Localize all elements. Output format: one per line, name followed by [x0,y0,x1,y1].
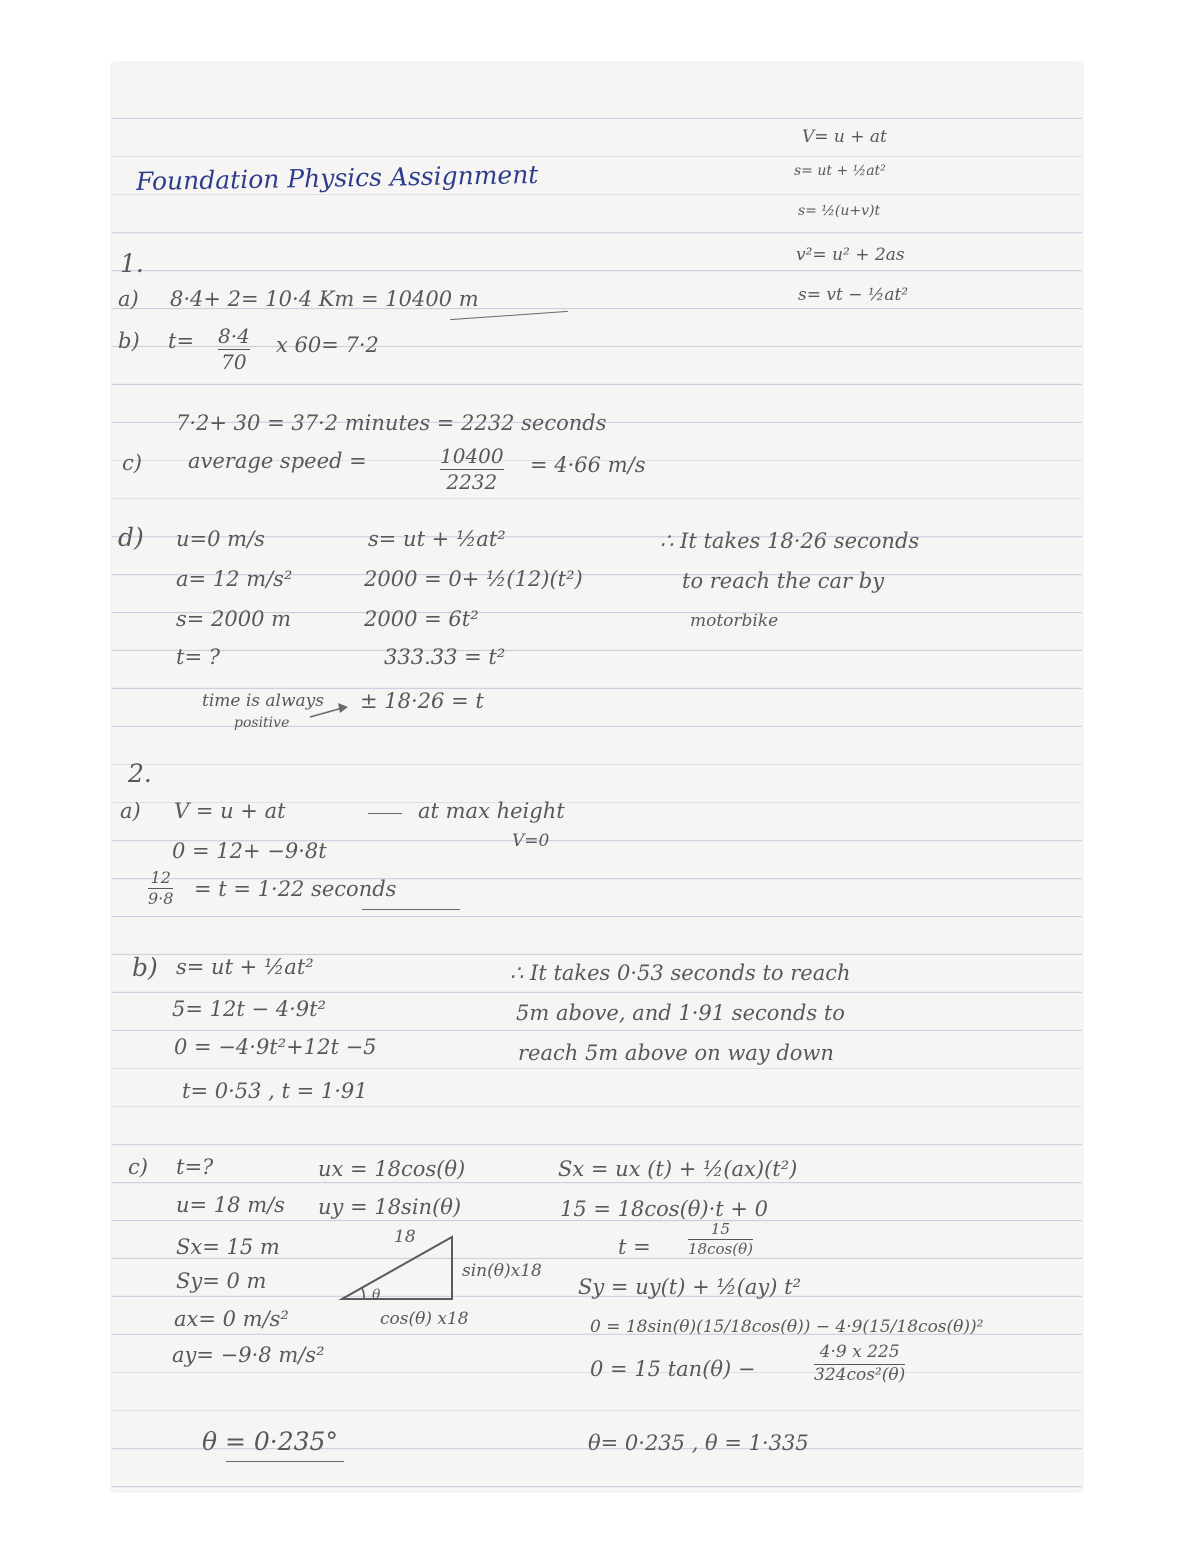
fraction-numerator: 8·4 [218,324,250,348]
given-item: u= 18 m/s [176,1193,285,1217]
working-line: 333.33 = t² [384,645,506,669]
formula-lead: average speed = [188,449,367,473]
fraction-numerator: 12 [150,868,171,887]
working-line: Sx = ux (t) + ½(ax)(t²) [558,1157,798,1181]
side-note: at max height [418,799,565,823]
fraction [814,1343,905,1385]
answer-line: θ= 0·235 , θ = 1·335 [588,1431,809,1455]
formula-lead: t= [168,329,195,353]
conclusion-line: ∴ It takes 0·53 seconds to reach [510,961,851,985]
equation-item: s= ut + ½at² [794,163,886,179]
given-item: t=? [176,1155,214,1179]
underline [450,311,568,320]
notebook-page [112,63,1082,1491]
triangle-opposite-label: sin(θ)x18 [462,1261,542,1281]
working-line: 0 = 18sin(θ)(15/18cos(θ)) − 4·9(15/18cos(θ))² [590,1317,984,1337]
question-number: 2. [128,759,152,788]
conclusion-line: reach 5m above on way down [518,1041,834,1065]
conclusion-line: motorbike [690,611,779,631]
fraction [440,445,504,494]
answer-line: t= 0·53 , t = 1·91 [182,1079,368,1103]
answer-result: = 4·66 m/s [530,453,646,477]
equation-item: s= vt − ½at² [798,285,909,305]
arrow-icon [308,699,354,723]
given-item: ax= 0 m/s² [174,1307,289,1331]
working-line: 0 = 12+ −9·8t [172,839,327,863]
fraction-numerator: 15 [710,1220,731,1238]
working-line: 0 = −4·9t²+12t −5 [174,1035,377,1059]
working-line: 5= 12t − 4·9t² [172,997,326,1021]
working-line: Sy = uy(t) + ½(ay) t² [578,1275,802,1299]
question-number: 1. [120,249,144,278]
given-item: ay= −9·8 m/s² [172,1343,325,1367]
answer-line: ± 18·26 = t [360,689,484,713]
triangle-adjacent-label: cos(θ) x18 [380,1309,469,1329]
component-line: uy = 18sin(θ) [318,1195,462,1219]
side-note: V=0 [512,831,550,851]
conclusion-line: to reach the car by [682,569,885,593]
triangle-hypotenuse-label: 18 [394,1227,416,1247]
equation-item: V= u + at [802,127,887,147]
working-line: V = u + at [174,799,286,823]
fraction [688,1221,753,1259]
dash [368,813,402,814]
given-item: s= 2000 m [176,607,292,631]
fraction [218,325,250,374]
answer-line: 8·4+ 2= 10·4 Km = 10400 m [170,287,479,311]
working-line: s= ut + ½at² [368,527,506,551]
part-label: c) [122,451,142,475]
underline [226,1461,344,1462]
fraction-denominator: 70 [221,350,247,374]
working-line: 15 = 18cos(θ)·t + 0 [560,1197,769,1221]
fraction [148,869,173,909]
fraction-numerator: 10400 [440,444,504,468]
given-item: t= ? [176,645,220,669]
part-label: a) [118,287,139,311]
working-line: t = [618,1235,651,1259]
side-note: time is always [202,691,325,711]
final-answer: θ = 0·235° [202,1427,338,1456]
part-label: b) [118,329,140,353]
given-item: a= 12 m/s² [176,567,293,591]
conclusion-line: ∴ It takes 18·26 seconds [660,529,920,553]
page-title: Foundation Physics Assignment [135,159,539,196]
triangle-angle-label: θ [372,1287,381,1303]
working-line: 2000 = 6t² [364,607,479,631]
given-item: u=0 m/s [176,527,265,551]
part-label: d) [118,523,144,552]
fraction-denominator: 2232 [446,470,498,494]
fraction-denominator: 18cos(θ) [688,1240,753,1259]
given-item: Sx= 15 m [176,1235,280,1259]
underline [362,909,460,910]
fraction-denominator: 9·8 [148,889,174,909]
working-line: 0 = 15 tan(θ) − [590,1357,756,1381]
answer-line: = t = 1·22 seconds [194,877,397,901]
part-label: b) [132,953,158,982]
working-line: 2000 = 0+ ½(12)(t²) [364,567,583,591]
answer-line: 7·2+ 30 = 37·2 minutes = 2232 seconds [176,411,607,435]
part-label: a) [120,799,141,823]
fraction-denominator: 324cos²(θ) [814,1364,906,1385]
side-note: positive [234,715,290,731]
fraction-numerator: 4·9 x 225 [819,1342,900,1362]
working-line: s= ut + ½at² [176,955,314,979]
equation-item: v²= u² + 2as [796,245,905,265]
equation-item: s= ½(u+v)t [798,203,881,219]
part-label: c) [128,1155,148,1179]
component-line: ux = 18cos(θ) [318,1157,466,1181]
conclusion-line: 5m above, and 1·91 seconds to [516,1001,845,1025]
formula-rest: x 60= 7·2 [276,333,379,357]
given-item: Sy= 0 m [176,1269,267,1293]
